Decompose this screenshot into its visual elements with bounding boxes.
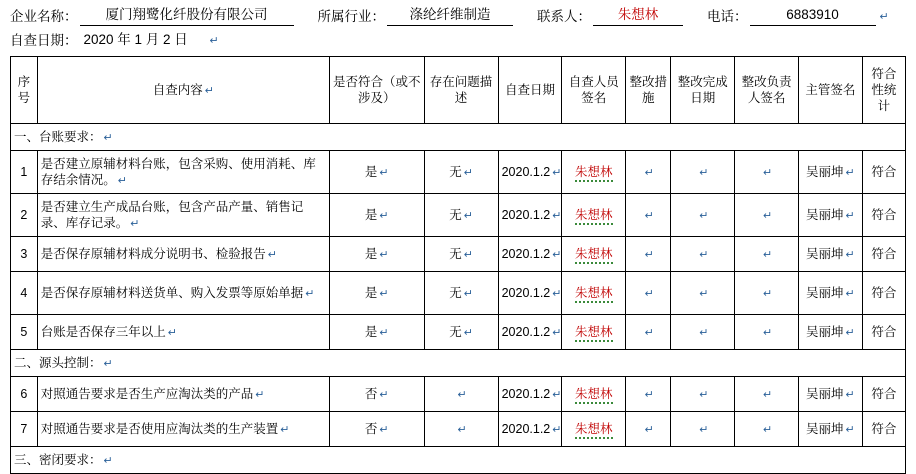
col-header-comply <box>329 57 424 124</box>
company-value[interactable]: 厦门翔鹭化纤股份有限公司 <box>80 6 294 26</box>
cell-seq[interactable] <box>11 315 38 350</box>
col-header-selfdate <box>498 57 562 124</box>
paragraph-mark-icon: ↵ <box>379 166 389 179</box>
cell-respsign[interactable] <box>735 194 799 237</box>
cell-super-text: 吴丽坤 <box>805 421 844 436</box>
cell-comply-text: 是 <box>364 324 378 339</box>
paragraph-mark-icon: ↵ <box>552 388 562 401</box>
header-line-company <box>10 6 906 26</box>
cell-comply[interactable] <box>329 194 424 237</box>
col-header-stat <box>862 57 905 124</box>
cell-selfdate[interactable] <box>498 377 562 412</box>
cell-comply[interactable] <box>329 237 424 272</box>
cell-super-text: 吴丽坤 <box>805 386 844 401</box>
cell-content-text: 是否建立生产成品台账，包含产品产量、销售记录、库存记录。 <box>40 199 304 230</box>
paragraph-mark-icon: ↵ <box>463 248 473 261</box>
paragraph-mark-icon: ↵ <box>379 209 389 222</box>
cell-selfdate-text: 2020.1.2 <box>501 246 551 261</box>
col-header-super-label: 主管签名 <box>805 83 856 97</box>
paragraph-mark-icon: ↵ <box>379 326 389 339</box>
paragraph-mark-icon: ↵ <box>845 423 855 436</box>
col-header-content-label: 自查内容 <box>152 82 203 97</box>
paragraph-mark-icon: ↵ <box>463 326 473 339</box>
selfcheck-date-label: 自查日期： <box>10 33 78 48</box>
paragraph-mark-icon: ↵ <box>845 287 855 300</box>
self-inspection-table <box>10 56 906 474</box>
cell-problem[interactable] <box>424 377 498 412</box>
cell-respsign[interactable] <box>735 272 799 315</box>
cell-selfdate[interactable] <box>498 151 562 194</box>
cell-selfdate-text: 2020.1.2 <box>501 386 551 401</box>
cell-seq[interactable] <box>11 272 38 315</box>
paragraph-mark-icon: ↵ <box>267 248 277 261</box>
paragraph-mark-icon: ↵ <box>552 248 562 261</box>
cell-content-text: 是否保存原辅材料成分说明书、检验报告 <box>40 246 266 261</box>
cell-comply-text: 是 <box>364 207 378 222</box>
paragraph-mark-icon: ↵ <box>463 287 473 300</box>
paragraph-mark-icon: ↵ <box>699 166 709 179</box>
paragraph-mark-icon: ↵ <box>762 166 773 179</box>
col-header-respsign <box>735 57 799 124</box>
cell-super[interactable] <box>798 412 862 447</box>
cell-stat[interactable] <box>862 315 905 350</box>
paragraph-mark-icon: ↵ <box>644 326 654 339</box>
paragraph-mark-icon-2: ↵ <box>209 35 219 47</box>
col-header-selfdate-label: 自查日期 <box>504 83 555 97</box>
cell-finishdate[interactable] <box>671 237 735 272</box>
cell-content[interactable] <box>37 272 329 315</box>
paragraph-mark-icon: ↵ <box>699 209 709 222</box>
cell-selfsign-text: 朱想林 <box>575 325 613 342</box>
col-header-finishdate <box>671 57 735 124</box>
paragraph-mark-icon: ↵ <box>457 423 467 436</box>
cell-selfsign-text: 朱想林 <box>575 422 613 439</box>
cell-problem[interactable] <box>424 151 498 194</box>
cell-measure[interactable] <box>626 194 671 237</box>
cell-stat-text: 符合 <box>871 325 897 339</box>
paragraph-mark-icon: ↵ <box>552 423 562 436</box>
cell-finishdate[interactable] <box>671 315 735 350</box>
cell-super-text: 吴丽坤 <box>805 246 844 261</box>
paragraph-mark-icon: ↵ <box>463 166 473 179</box>
cell-selfdate[interactable] <box>498 237 562 272</box>
paragraph-mark-icon: ↵ <box>845 326 855 339</box>
cell-comply-text: 否 <box>364 421 378 436</box>
cell-comply-text: 是 <box>364 164 378 179</box>
cell-selfsign-text: 朱想林 <box>575 208 613 225</box>
cell-content[interactable] <box>37 151 329 194</box>
cell-comply[interactable] <box>329 377 424 412</box>
cell-respsign[interactable] <box>735 237 799 272</box>
contact-label: 联系人： <box>537 9 591 24</box>
paragraph-mark-icon: ↵ <box>644 209 654 222</box>
cell-super-text: 吴丽坤 <box>805 324 844 339</box>
cell-seq-text: 4 <box>20 286 28 300</box>
section-label <box>11 350 906 377</box>
cell-respsign[interactable] <box>735 412 799 447</box>
cell-problem[interactable] <box>424 272 498 315</box>
cell-seq-text: 6 <box>20 387 28 401</box>
cell-super[interactable] <box>798 194 862 237</box>
cell-content[interactable] <box>37 412 329 447</box>
paragraph-mark-icon: ↵ <box>167 326 177 339</box>
cell-seq[interactable] <box>11 237 38 272</box>
cell-selfsign-text: 朱想林 <box>575 286 613 303</box>
cell-stat-text: 符合 <box>871 208 897 222</box>
col-header-comply-label: 是否符合（或不涉及） <box>332 75 421 105</box>
table-row <box>11 151 906 194</box>
paragraph-mark-icon: ↵ <box>762 287 773 300</box>
col-header-problem-label: 存在问题描述 <box>429 75 493 105</box>
company-label: 企业名称： <box>10 9 78 24</box>
col-header-super <box>798 57 862 124</box>
paragraph-mark-icon: ↵ <box>379 287 389 300</box>
cell-super[interactable] <box>798 272 862 315</box>
cell-selfdate-text: 2020.1.2 <box>501 285 551 300</box>
cell-selfdate-text: 2020.1.2 <box>501 164 551 179</box>
cell-super[interactable] <box>798 377 862 412</box>
table-row <box>11 272 906 315</box>
col-header-seq <box>11 57 38 124</box>
cell-selfsign[interactable] <box>562 237 626 272</box>
paragraph-mark-icon: ↵ <box>130 217 140 230</box>
cell-selfsign-text: 朱想林 <box>575 387 613 404</box>
cell-measure[interactable] <box>626 412 671 447</box>
paragraph-mark-icon: ↵ <box>255 388 265 401</box>
cell-measure[interactable] <box>626 272 671 315</box>
cell-stat-text: 符合 <box>871 165 897 179</box>
col-header-measure <box>626 57 671 124</box>
cell-finishdate[interactable] <box>671 412 735 447</box>
paragraph-mark-icon: ↵ <box>103 357 113 370</box>
paragraph-mark-icon: ↵ <box>845 209 855 222</box>
cell-finishdate[interactable] <box>671 151 735 194</box>
cell-selfdate[interactable] <box>498 194 562 237</box>
cell-finishdate[interactable] <box>671 272 735 315</box>
paragraph-mark-icon: ↵ <box>845 248 855 261</box>
table-row <box>11 412 906 447</box>
selfcheck-date-value[interactable]: 2020 年 1 月 2 日 <box>83 32 188 47</box>
section-label <box>11 124 906 151</box>
table-header-row <box>11 57 906 124</box>
cell-super-text: 吴丽坤 <box>805 207 844 222</box>
cell-problem[interactable] <box>424 194 498 237</box>
contact-value[interactable]: 朱想林 <box>593 6 683 26</box>
cell-selfdate[interactable] <box>498 272 562 315</box>
cell-comply[interactable] <box>329 412 424 447</box>
cell-problem-text: 无 <box>449 164 462 179</box>
paragraph-mark-icon: ↵ <box>379 248 389 261</box>
col-header-seq-label: 序号 <box>17 75 31 105</box>
cell-respsign[interactable] <box>735 151 799 194</box>
cell-seq[interactable] <box>11 377 38 412</box>
paragraph-mark-icon: ↵ <box>644 166 654 179</box>
phone-value[interactable]: 6883910 <box>750 6 876 26</box>
cell-selfsign-text: 朱想林 <box>575 247 613 264</box>
paragraph-mark-icon: ↵ <box>762 209 773 222</box>
paragraph-mark-icon: ↵ <box>699 287 709 300</box>
cell-seq-text: 3 <box>20 247 28 261</box>
cell-selfsign[interactable] <box>562 315 626 350</box>
cell-comply-text: 是 <box>364 246 378 261</box>
cell-selfdate[interactable] <box>498 315 562 350</box>
section-label-text: 一、台账要求： <box>14 129 102 144</box>
section-label-text: 三、密闭要求： <box>14 452 102 467</box>
paragraph-mark-icon: ↵ <box>879 11 889 23</box>
cell-problem-text: 无 <box>449 285 462 300</box>
cell-selfdate-text: 2020.1.2 <box>501 324 551 339</box>
header-line-date <box>10 31 906 50</box>
paragraph-mark-icon: ↵ <box>552 326 562 339</box>
col-header-finishdate-label: 整改完成日期 <box>677 75 728 105</box>
paragraph-mark-icon: ↵ <box>103 454 113 467</box>
cell-stat-text: 符合 <box>871 286 897 300</box>
paragraph-mark-icon: ↵ <box>552 287 562 300</box>
paragraph-mark-icon-h1: ↵ <box>204 84 214 97</box>
cell-selfdate-text: 2020.1.2 <box>501 421 551 436</box>
paragraph-mark-icon: ↵ <box>845 388 855 401</box>
cell-seq-text: 5 <box>20 325 28 339</box>
paragraph-mark-icon: ↵ <box>552 166 562 179</box>
paragraph-mark-icon: ↵ <box>305 287 315 300</box>
col-header-content <box>37 57 329 124</box>
paragraph-mark-icon: ↵ <box>457 388 467 401</box>
cell-comply[interactable] <box>329 151 424 194</box>
cell-content-text: 对照通告要求是否生产应淘汰类的产品 <box>40 386 254 401</box>
section-label-text: 二、源头控制： <box>14 355 102 370</box>
cell-respsign[interactable] <box>735 315 799 350</box>
paragraph-mark-icon: ↵ <box>644 248 654 261</box>
cell-problem[interactable] <box>424 237 498 272</box>
phone-label: 电话： <box>707 9 748 24</box>
table-row <box>11 237 906 272</box>
cell-selfsign[interactable] <box>562 412 626 447</box>
cell-problem[interactable] <box>424 315 498 350</box>
cell-comply-text: 否 <box>364 386 378 401</box>
cell-stat[interactable] <box>862 272 905 315</box>
cell-stat[interactable] <box>862 151 905 194</box>
cell-content-text: 是否保存原辅材料送货单、购入发票等原始单据 <box>40 285 304 300</box>
cell-super[interactable] <box>798 237 862 272</box>
cell-stat[interactable] <box>862 194 905 237</box>
cell-comply-text: 是 <box>364 285 378 300</box>
cell-finishdate[interactable] <box>671 194 735 237</box>
col-header-respsign-label: 整改负责人签名 <box>741 75 792 105</box>
paragraph-mark-icon: ↵ <box>762 423 773 436</box>
cell-measure[interactable] <box>626 315 671 350</box>
paragraph-mark-icon: ↵ <box>379 388 389 401</box>
cell-selfsign[interactable] <box>562 151 626 194</box>
col-header-measure-label: 整改措施 <box>629 75 668 105</box>
paragraph-mark-icon: ↵ <box>280 423 290 436</box>
col-header-problem <box>424 57 498 124</box>
cell-super[interactable] <box>798 315 862 350</box>
cell-content[interactable] <box>37 237 329 272</box>
industry-label: 所属行业： <box>317 9 385 24</box>
cell-stat[interactable] <box>862 412 905 447</box>
cell-respsign[interactable] <box>735 377 799 412</box>
section-label <box>11 447 906 474</box>
cell-content-text: 是否建立原辅材料台账，包含采购、使用消耗、库存结余情况。 <box>40 156 316 187</box>
table-section-row <box>11 447 906 474</box>
paragraph-mark-icon: ↵ <box>117 174 127 187</box>
cell-selfsign[interactable] <box>562 272 626 315</box>
cell-content[interactable] <box>37 377 329 412</box>
cell-seq-text: 2 <box>20 208 28 222</box>
paragraph-mark-icon: ↵ <box>644 287 654 300</box>
paragraph-mark-icon: ↵ <box>644 388 654 401</box>
cell-content[interactable] <box>37 315 329 350</box>
cell-measure[interactable] <box>626 377 671 412</box>
cell-seq-text: 1 <box>20 165 28 179</box>
paragraph-mark-icon: ↵ <box>699 326 709 339</box>
cell-seq[interactable] <box>11 151 38 194</box>
cell-super-text: 吴丽坤 <box>805 285 844 300</box>
industry-value[interactable]: 涤纶纤维制造 <box>387 6 513 26</box>
table-row <box>11 315 906 350</box>
cell-selfdate[interactable] <box>498 412 562 447</box>
cell-content-text: 对照通告要求是否使用应淘汰类的生产装置 <box>40 421 279 436</box>
paragraph-mark-icon: ↵ <box>699 423 709 436</box>
cell-measure[interactable] <box>626 237 671 272</box>
cell-content-text: 台账是否保存三年以上 <box>40 324 166 339</box>
cell-content[interactable] <box>37 194 329 237</box>
cell-comply[interactable] <box>329 272 424 315</box>
cell-comply[interactable] <box>329 315 424 350</box>
paragraph-mark-icon: ↵ <box>379 423 389 436</box>
cell-stat-text: 符合 <box>871 422 897 436</box>
cell-seq-text: 7 <box>20 422 28 436</box>
cell-stat-text: 符合 <box>871 387 897 401</box>
cell-seq[interactable] <box>11 194 38 237</box>
col-header-selfsign <box>562 57 626 124</box>
col-header-selfsign-label: 自查人员签名 <box>568 75 619 105</box>
cell-stat[interactable] <box>862 237 905 272</box>
cell-problem-text: 无 <box>449 207 462 222</box>
table-body <box>11 124 906 474</box>
cell-selfsign[interactable] <box>562 194 626 237</box>
col-header-stat-label: 符合性统计 <box>871 67 897 113</box>
cell-problem[interactable] <box>424 412 498 447</box>
paragraph-mark-icon: ↵ <box>699 388 709 401</box>
paragraph-mark-icon: ↵ <box>762 248 773 261</box>
cell-problem-text: 无 <box>449 324 462 339</box>
table-section-row <box>11 350 906 377</box>
cell-stat[interactable] <box>862 377 905 412</box>
paragraph-mark-icon: ↵ <box>762 388 773 401</box>
cell-stat-text: 符合 <box>871 247 897 261</box>
cell-measure[interactable] <box>626 151 671 194</box>
table-section-row <box>11 124 906 151</box>
cell-super-text: 吴丽坤 <box>805 164 844 179</box>
paragraph-mark-icon: ↵ <box>762 326 773 339</box>
paragraph-mark-icon: ↵ <box>552 209 562 222</box>
cell-selfsign[interactable] <box>562 377 626 412</box>
table-row <box>11 194 906 237</box>
cell-super[interactable] <box>798 151 862 194</box>
cell-seq[interactable] <box>11 412 38 447</box>
paragraph-mark-icon: ↵ <box>845 166 855 179</box>
cell-selfdate-text: 2020.1.2 <box>501 207 551 222</box>
table-row <box>11 377 906 412</box>
cell-problem-text: 无 <box>449 246 462 261</box>
paragraph-mark-icon: ↵ <box>644 423 654 436</box>
paragraph-mark-icon: ↵ <box>699 248 709 261</box>
paragraph-mark-icon: ↵ <box>103 131 113 144</box>
cell-finishdate[interactable] <box>671 377 735 412</box>
paragraph-mark-icon: ↵ <box>463 209 473 222</box>
cell-selfsign-text: 朱想林 <box>575 165 613 182</box>
